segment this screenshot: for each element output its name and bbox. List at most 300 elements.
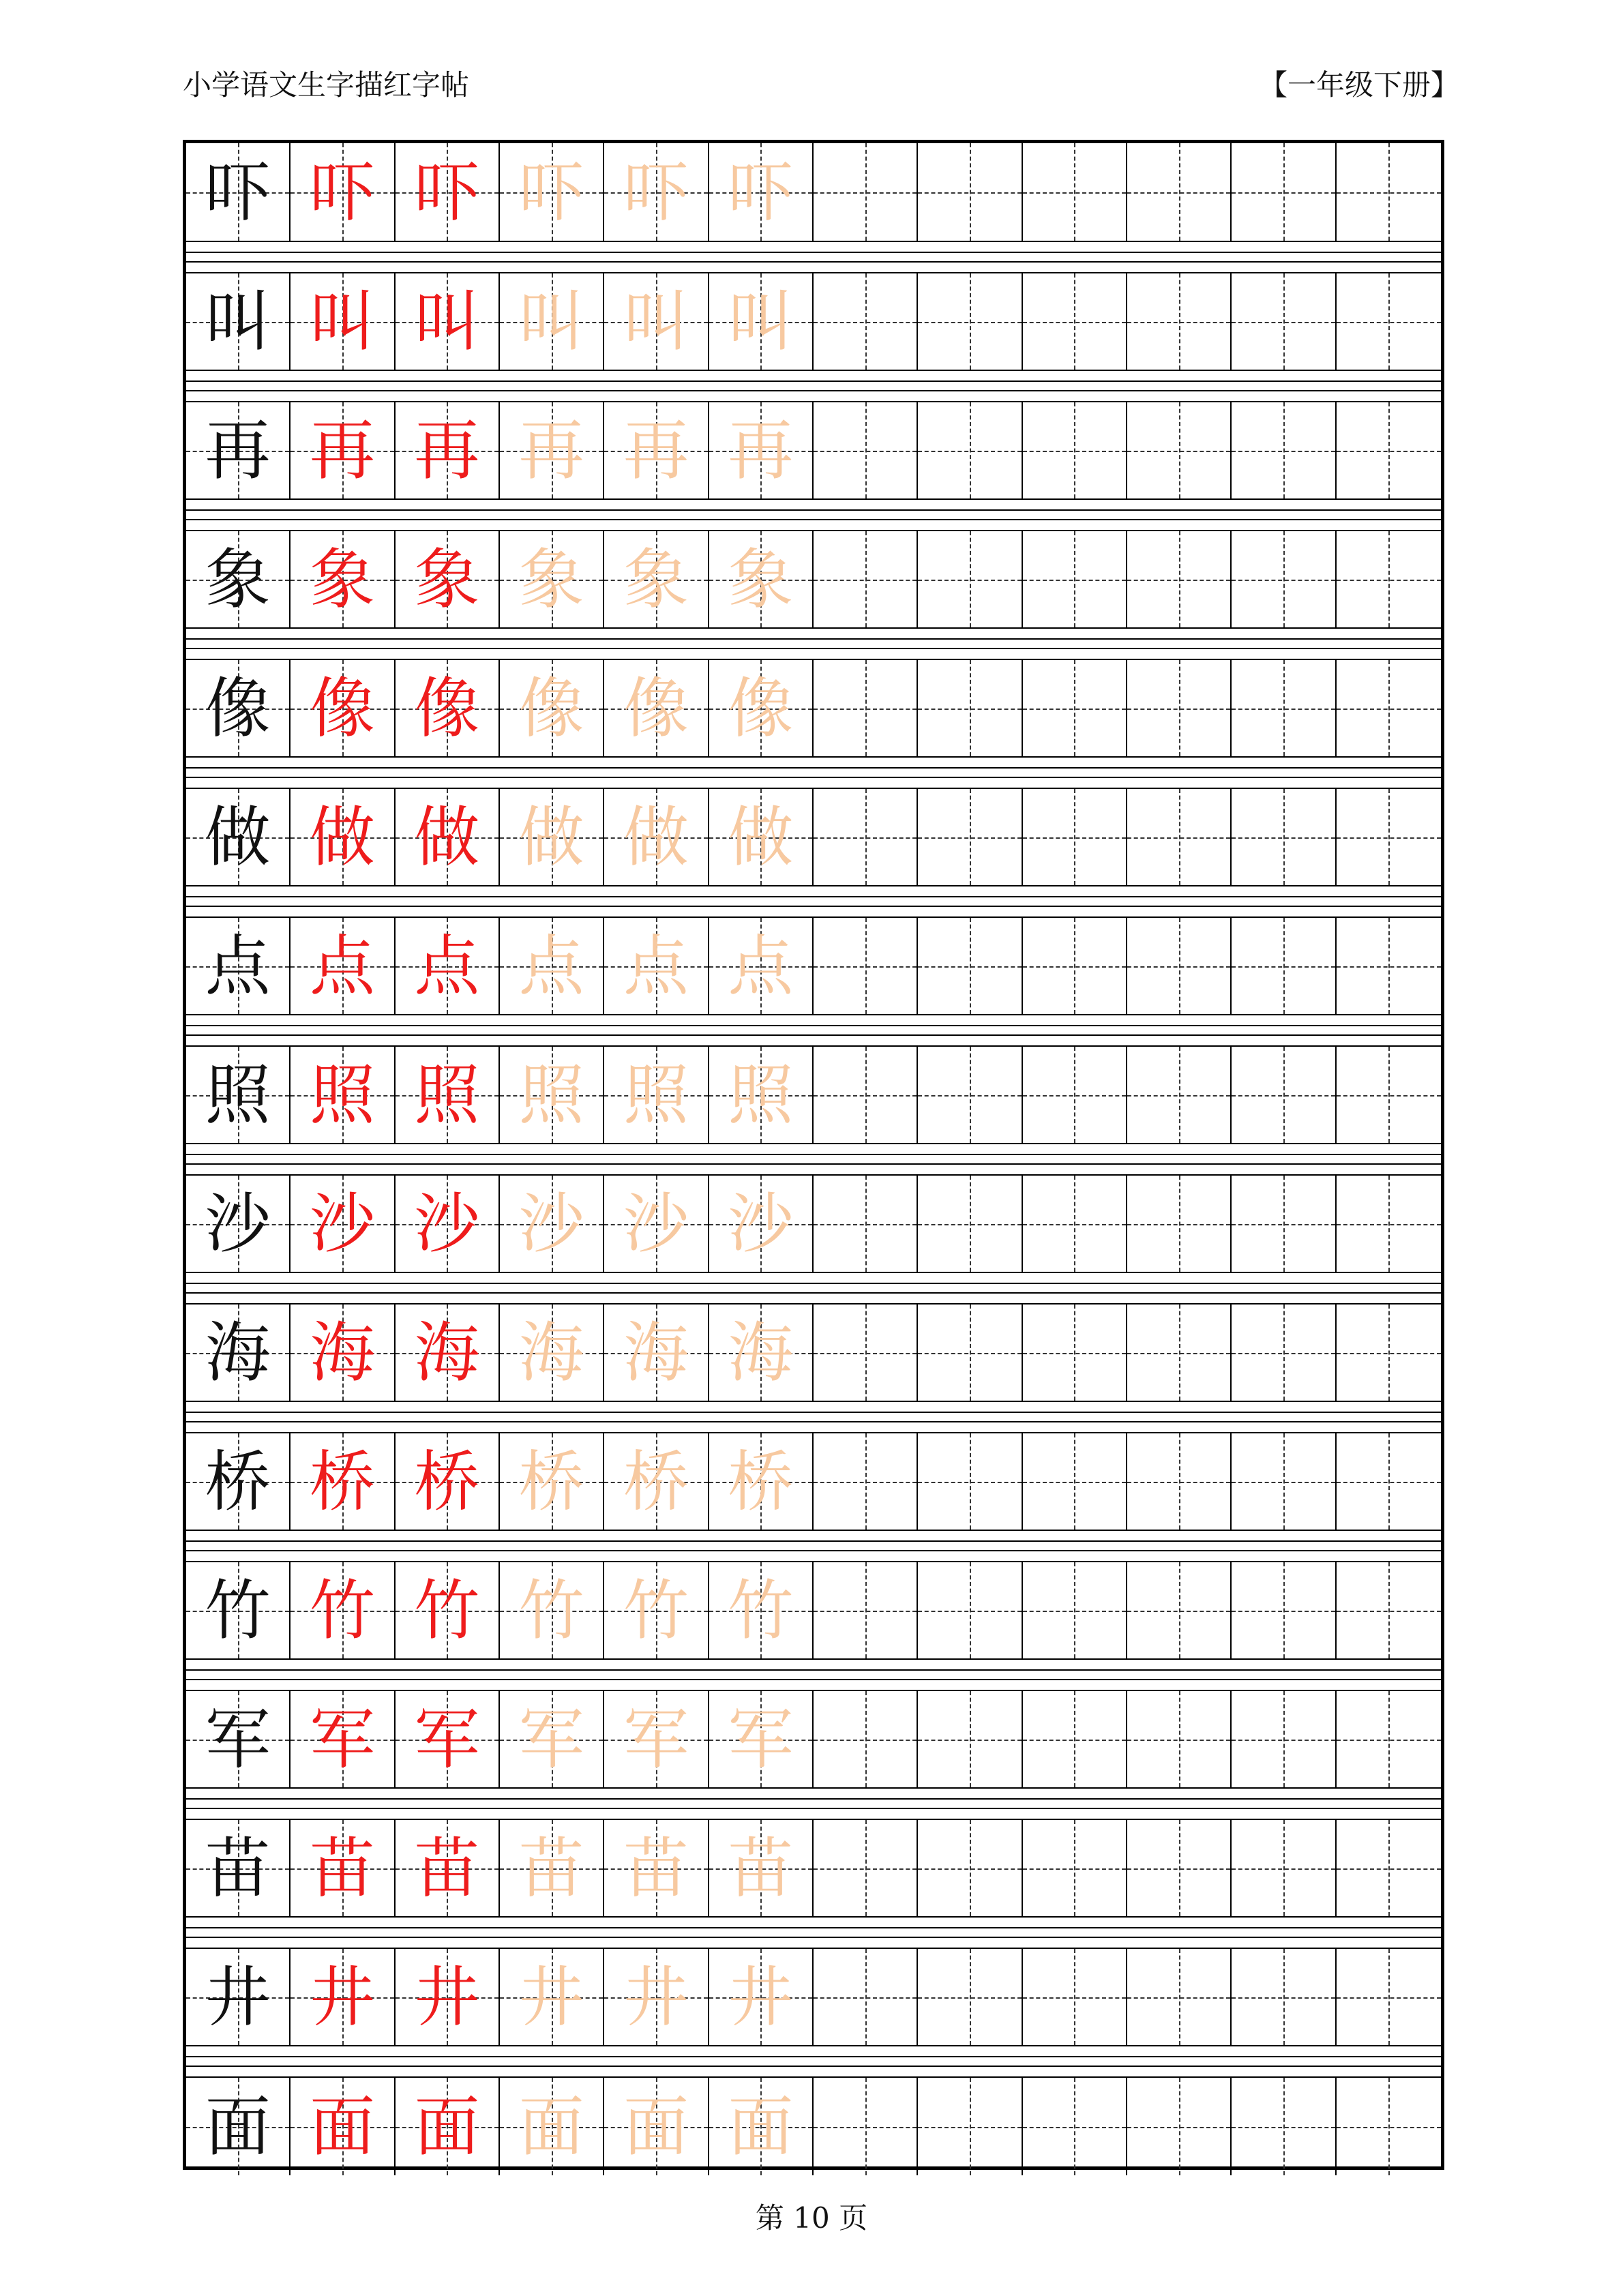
red-trace-cell [396,1691,500,1787]
blank-practice-cell[interactable] [1337,1304,1441,1401]
trace-character: 竹 [728,1572,794,1649]
red-trace-cell [291,1304,395,1401]
row-separator [186,242,1441,272]
blank-practice-cell[interactable] [1232,660,1336,756]
row-separator [186,1660,1441,1690]
light-trace-cell [709,789,814,885]
light-trace-cell [500,660,604,756]
red-trace-cell [396,273,500,370]
red-trace-cell [396,1433,500,1530]
light-trace-cell [604,531,709,627]
blank-practice-cell[interactable] [1337,1176,1441,1272]
red-character: 桥 [309,1443,375,1520]
blank-practice-cell[interactable] [1337,531,1441,627]
blank-practice-cell[interactable] [1232,143,1336,241]
red-trace-cell [291,273,395,370]
blank-practice-cell[interactable] [1337,143,1441,241]
trace-character: 做 [623,799,689,876]
practice-sheet [183,140,1444,2170]
practice-row [186,1432,1441,1531]
blank-practice-cell[interactable] [814,1691,918,1787]
blank-practice-cell[interactable] [1337,1433,1441,1530]
trace-character: 吓 [518,153,584,230]
model-character: 桥 [205,1443,271,1520]
red-trace-cell [396,531,500,627]
blank-practice-cell[interactable] [814,1047,918,1143]
model-character: 苗 [205,1830,271,1907]
model-character-cell [186,402,291,498]
blank-practice-cell[interactable] [1023,402,1127,498]
trace-character: 叫 [518,283,584,360]
light-trace-cell [604,789,709,885]
blank-practice-cell[interactable] [814,789,918,885]
red-character: 军 [309,1701,375,1778]
trace-character: 做 [728,799,794,876]
row-separator [186,500,1441,530]
light-trace-cell [604,918,709,1014]
row-separator [186,1015,1441,1045]
red-trace-cell [396,1304,500,1401]
trace-character: 面 [728,2088,794,2165]
red-character: 再 [414,412,480,489]
red-character: 海 [414,1314,480,1391]
model-character: 井 [205,1958,271,2036]
trace-character: 做 [518,799,584,876]
light-trace-cell [604,1304,709,1401]
red-character: 做 [309,799,375,876]
practice-row [186,530,1441,629]
red-trace-cell [396,1176,500,1272]
blank-practice-cell[interactable] [1023,143,1127,241]
blank-practice-cell[interactable] [918,1304,1022,1401]
blank-practice-cell[interactable] [1127,1562,1232,1658]
trace-character: 面 [623,2088,689,2165]
trace-character: 竹 [623,1572,689,1649]
blank-practice-cell[interactable] [1127,789,1232,885]
trace-character: 海 [518,1314,584,1391]
blank-practice-cell[interactable] [1337,1949,1441,2045]
blank-practice-cell[interactable] [1127,1176,1232,1272]
red-character: 像 [309,670,375,747]
trace-character: 井 [728,1958,794,2036]
blank-practice-cell[interactable] [1232,1562,1336,1658]
light-trace-cell [709,143,814,241]
model-character-cell [186,531,291,627]
light-trace-cell [709,1433,814,1530]
blank-practice-cell[interactable] [918,2078,1022,2175]
red-trace-cell [396,143,500,241]
trace-character: 再 [623,412,689,489]
blank-practice-cell[interactable] [1127,1433,1232,1530]
model-character: 沙 [205,1185,271,1262]
blank-practice-cell[interactable] [1127,660,1232,756]
blank-practice-cell[interactable] [1023,660,1127,756]
blank-practice-cell[interactable] [918,1433,1022,1530]
blank-practice-cell[interactable] [814,531,918,627]
model-character-cell [186,1562,291,1658]
light-trace-cell [709,1949,814,2045]
practice-row [186,2076,1441,2175]
blank-practice-cell[interactable] [918,531,1022,627]
trace-character: 军 [728,1701,794,1778]
model-character-cell [186,1047,291,1143]
red-trace-cell [396,1949,500,2045]
blank-practice-cell[interactable] [918,1949,1022,2045]
practice-row [186,272,1441,371]
blank-practice-cell[interactable] [918,789,1022,885]
blank-practice-cell[interactable] [1127,2078,1232,2175]
blank-practice-cell[interactable] [1023,789,1127,885]
light-trace-cell [604,1176,709,1272]
trace-character: 叫 [623,283,689,360]
blank-practice-cell[interactable] [1337,918,1441,1014]
blank-practice-cell[interactable] [1232,1047,1336,1143]
model-character: 军 [205,1701,271,1778]
blank-practice-cell[interactable] [1232,918,1336,1014]
practice-row [186,916,1441,1015]
light-trace-cell [709,918,814,1014]
model-character: 像 [205,670,271,747]
trace-character: 桥 [728,1443,794,1520]
blank-practice-cell[interactable] [918,918,1022,1014]
red-character: 叫 [309,283,375,360]
practice-row [186,1174,1441,1273]
light-trace-cell [604,1820,709,1916]
trace-character: 像 [728,670,794,747]
light-trace-cell [709,273,814,370]
light-trace-cell [604,402,709,498]
blank-practice-cell[interactable] [1232,1433,1336,1530]
row-separator [186,1273,1441,1303]
practice-row [186,659,1441,758]
blank-practice-cell[interactable] [814,1562,918,1658]
row-separator [186,629,1441,659]
light-trace-cell [500,1047,604,1143]
trace-character: 军 [623,1701,689,1778]
red-trace-cell [291,1047,395,1143]
red-character: 吓 [414,153,480,230]
trace-character: 再 [728,412,794,489]
blank-practice-cell[interactable] [814,918,918,1014]
red-character: 军 [414,1701,480,1778]
light-trace-cell [604,143,709,241]
blank-practice-cell[interactable] [1232,273,1336,370]
blank-practice-cell[interactable] [1023,2078,1127,2175]
light-trace-cell [500,918,604,1014]
blank-practice-cell[interactable] [1023,1562,1127,1658]
blank-practice-cell[interactable] [1023,1691,1127,1787]
model-character: 再 [205,412,271,489]
light-trace-cell [709,1304,814,1401]
practice-row [186,143,1441,242]
blank-practice-cell[interactable] [1023,273,1127,370]
light-trace-cell [500,1176,604,1272]
blank-practice-cell[interactable] [1023,1949,1127,2045]
trace-character: 叫 [728,283,794,360]
blank-practice-cell[interactable] [1337,2078,1441,2175]
red-character: 像 [414,670,480,747]
red-trace-cell [396,402,500,498]
blank-practice-cell[interactable] [1232,1304,1336,1401]
blank-practice-cell[interactable] [814,2078,918,2175]
red-trace-cell [396,2078,500,2175]
trace-character: 竹 [518,1572,584,1649]
trace-character: 吓 [728,153,794,230]
model-character-cell [186,2078,291,2175]
blank-practice-cell[interactable] [1023,1433,1127,1530]
light-trace-cell [709,531,814,627]
trace-character: 沙 [728,1185,794,1262]
blank-practice-cell[interactable] [918,1176,1022,1272]
blank-practice-cell[interactable] [918,1691,1022,1787]
blank-practice-cell[interactable] [1127,1691,1232,1787]
blank-practice-cell[interactable] [918,660,1022,756]
light-trace-cell [604,660,709,756]
practice-row [186,1819,1441,1918]
trace-character: 照 [728,1056,794,1133]
model-character: 叫 [205,283,271,360]
blank-practice-cell[interactable] [1127,143,1232,241]
blank-practice-cell[interactable] [918,1562,1022,1658]
blank-practice-cell[interactable] [1127,1304,1232,1401]
red-character: 桥 [414,1443,480,1520]
row-separator [186,758,1441,788]
blank-practice-cell[interactable] [1023,1820,1127,1916]
light-trace-cell [709,1820,814,1916]
light-trace-cell [709,1691,814,1787]
light-trace-cell [709,2078,814,2175]
blank-practice-cell[interactable] [918,1820,1022,1916]
red-trace-cell [396,789,500,885]
red-trace-cell [396,1047,500,1143]
red-character: 象 [309,541,375,618]
blank-practice-cell[interactable] [1337,1562,1441,1658]
row-separator [186,1402,1441,1432]
red-character: 竹 [309,1572,375,1649]
light-trace-cell [500,273,604,370]
trace-character: 点 [728,927,794,1004]
trace-character: 吓 [623,153,689,230]
blank-practice-cell[interactable] [1127,402,1232,498]
red-character: 竹 [414,1572,480,1649]
model-character: 吓 [205,153,271,230]
red-trace-cell [291,402,395,498]
trace-character: 苗 [518,1830,584,1907]
red-trace-cell [396,660,500,756]
trace-character: 象 [623,541,689,618]
practice-row [186,1948,1441,2046]
light-trace-cell [709,1047,814,1143]
blank-practice-cell[interactable] [1127,1949,1232,2045]
red-character: 沙 [414,1185,480,1262]
light-trace-cell [500,143,604,241]
model-character: 竹 [205,1572,271,1649]
blank-practice-cell[interactable] [1337,1691,1441,1787]
trace-character: 点 [623,927,689,1004]
blank-practice-cell[interactable] [918,402,1022,498]
blank-practice-cell[interactable] [1337,660,1441,756]
model-character: 面 [205,2088,271,2165]
practice-row [186,1303,1441,1402]
model-character-cell [186,143,291,241]
red-character: 照 [414,1056,480,1133]
header-title: 小学语文生字描红字帖 [183,68,470,102]
trace-character: 再 [518,412,584,489]
blank-practice-cell[interactable] [1232,531,1336,627]
light-trace-cell [500,2078,604,2175]
blank-practice-cell[interactable] [1232,1176,1336,1272]
blank-practice-cell[interactable] [814,1949,918,2045]
trace-character: 面 [518,2088,584,2165]
model-character: 点 [205,927,271,1004]
red-character: 沙 [309,1185,375,1262]
trace-character: 军 [518,1701,584,1778]
blank-practice-cell[interactable] [1232,1820,1336,1916]
red-character: 面 [309,2088,375,2165]
blank-practice-cell[interactable] [1127,273,1232,370]
blank-practice-cell[interactable] [918,143,1022,241]
red-character: 井 [414,1958,480,2036]
blank-practice-cell[interactable] [1127,1047,1232,1143]
blank-practice-cell[interactable] [918,273,1022,370]
model-character: 海 [205,1314,271,1391]
red-character: 做 [414,799,480,876]
trace-character: 沙 [518,1185,584,1262]
light-trace-cell [604,1949,709,2045]
model-character-cell [186,1949,291,2045]
blank-practice-cell[interactable] [918,1047,1022,1143]
practice-row [186,1561,1441,1660]
red-trace-cell [291,918,395,1014]
blank-practice-cell[interactable] [1127,1820,1232,1916]
blank-practice-cell[interactable] [814,143,918,241]
red-trace-cell [396,1820,500,1916]
red-trace-cell [291,660,395,756]
blank-practice-cell[interactable] [814,273,918,370]
model-character-cell [186,273,291,370]
red-trace-cell [291,1176,395,1272]
light-trace-cell [604,273,709,370]
red-trace-cell [291,2078,395,2175]
practice-row [186,1690,1441,1789]
blank-practice-cell[interactable] [1337,1820,1441,1916]
red-character: 点 [309,927,375,1004]
trace-character: 海 [728,1314,794,1391]
model-character: 照 [205,1056,271,1133]
light-trace-cell [500,789,604,885]
row-separator [186,886,1441,916]
blank-practice-cell[interactable] [1127,531,1232,627]
blank-practice-cell[interactable] [814,660,918,756]
red-character: 苗 [414,1830,480,1907]
blank-practice-cell[interactable] [1023,918,1127,1014]
red-trace-cell [291,143,395,241]
blank-practice-cell[interactable] [814,1176,918,1272]
red-trace-cell [291,1433,395,1530]
row-separator [186,2046,1441,2076]
red-character: 海 [309,1314,375,1391]
red-character: 苗 [309,1830,375,1907]
practice-row [186,1045,1441,1144]
red-trace-cell [396,1562,500,1658]
blank-practice-cell[interactable] [1337,1047,1441,1143]
light-trace-cell [604,1691,709,1787]
light-trace-cell [500,402,604,498]
trace-character: 井 [518,1958,584,2036]
blank-practice-cell[interactable] [814,1304,918,1401]
blank-practice-cell[interactable] [814,402,918,498]
trace-character: 照 [623,1056,689,1133]
blank-practice-cell[interactable] [1337,273,1441,370]
red-trace-cell [291,1562,395,1658]
blank-practice-cell[interactable] [1232,402,1336,498]
light-trace-cell [500,1820,604,1916]
red-character: 象 [414,541,480,618]
red-trace-cell [291,1820,395,1916]
model-character-cell [186,918,291,1014]
blank-practice-cell[interactable] [814,1820,918,1916]
light-trace-cell [709,660,814,756]
model-character-cell [186,1820,291,1916]
red-trace-cell [291,789,395,885]
blank-practice-cell[interactable] [1023,1176,1127,1272]
blank-practice-cell[interactable] [1023,1047,1127,1143]
row-separator [186,1789,1441,1819]
blank-practice-cell[interactable] [1023,1304,1127,1401]
blank-practice-cell[interactable] [1023,531,1127,627]
trace-character: 苗 [728,1830,794,1907]
model-character-cell [186,1304,291,1401]
row-separator [186,1144,1441,1174]
blank-practice-cell[interactable] [1232,1691,1336,1787]
red-trace-cell [291,1691,395,1787]
light-trace-cell [604,1433,709,1530]
light-trace-cell [500,1433,604,1530]
header-grade: 【一年级下册】 [1258,68,1459,102]
trace-character: 沙 [623,1185,689,1262]
model-character-cell [186,1176,291,1272]
light-trace-cell [709,1176,814,1272]
model-character: 做 [205,799,271,876]
light-trace-cell [604,2078,709,2175]
page-number: 第 10 页 [755,2201,868,2235]
red-character: 叫 [414,283,480,360]
model-character-cell [186,1691,291,1787]
light-trace-cell [604,1562,709,1658]
model-character-cell [186,1433,291,1530]
blank-practice-cell[interactable] [1232,789,1336,885]
red-trace-cell [291,1949,395,2045]
blank-practice-cell[interactable] [1232,1949,1336,2045]
light-trace-cell [709,1562,814,1658]
red-trace-cell [291,531,395,627]
light-trace-cell [500,1562,604,1658]
red-trace-cell [396,918,500,1014]
trace-character: 海 [623,1314,689,1391]
row-separator [186,1918,1441,1948]
blank-practice-cell[interactable] [1127,918,1232,1014]
blank-practice-cell[interactable] [814,1433,918,1530]
trace-character: 点 [518,927,584,1004]
light-trace-cell [604,1047,709,1143]
trace-character: 象 [728,541,794,618]
blank-practice-cell[interactable] [1232,2078,1336,2175]
light-trace-cell [500,1304,604,1401]
blank-practice-cell[interactable] [1337,402,1441,498]
model-character-cell [186,789,291,885]
blank-practice-cell[interactable] [1337,789,1441,885]
trace-character: 桥 [623,1443,689,1520]
